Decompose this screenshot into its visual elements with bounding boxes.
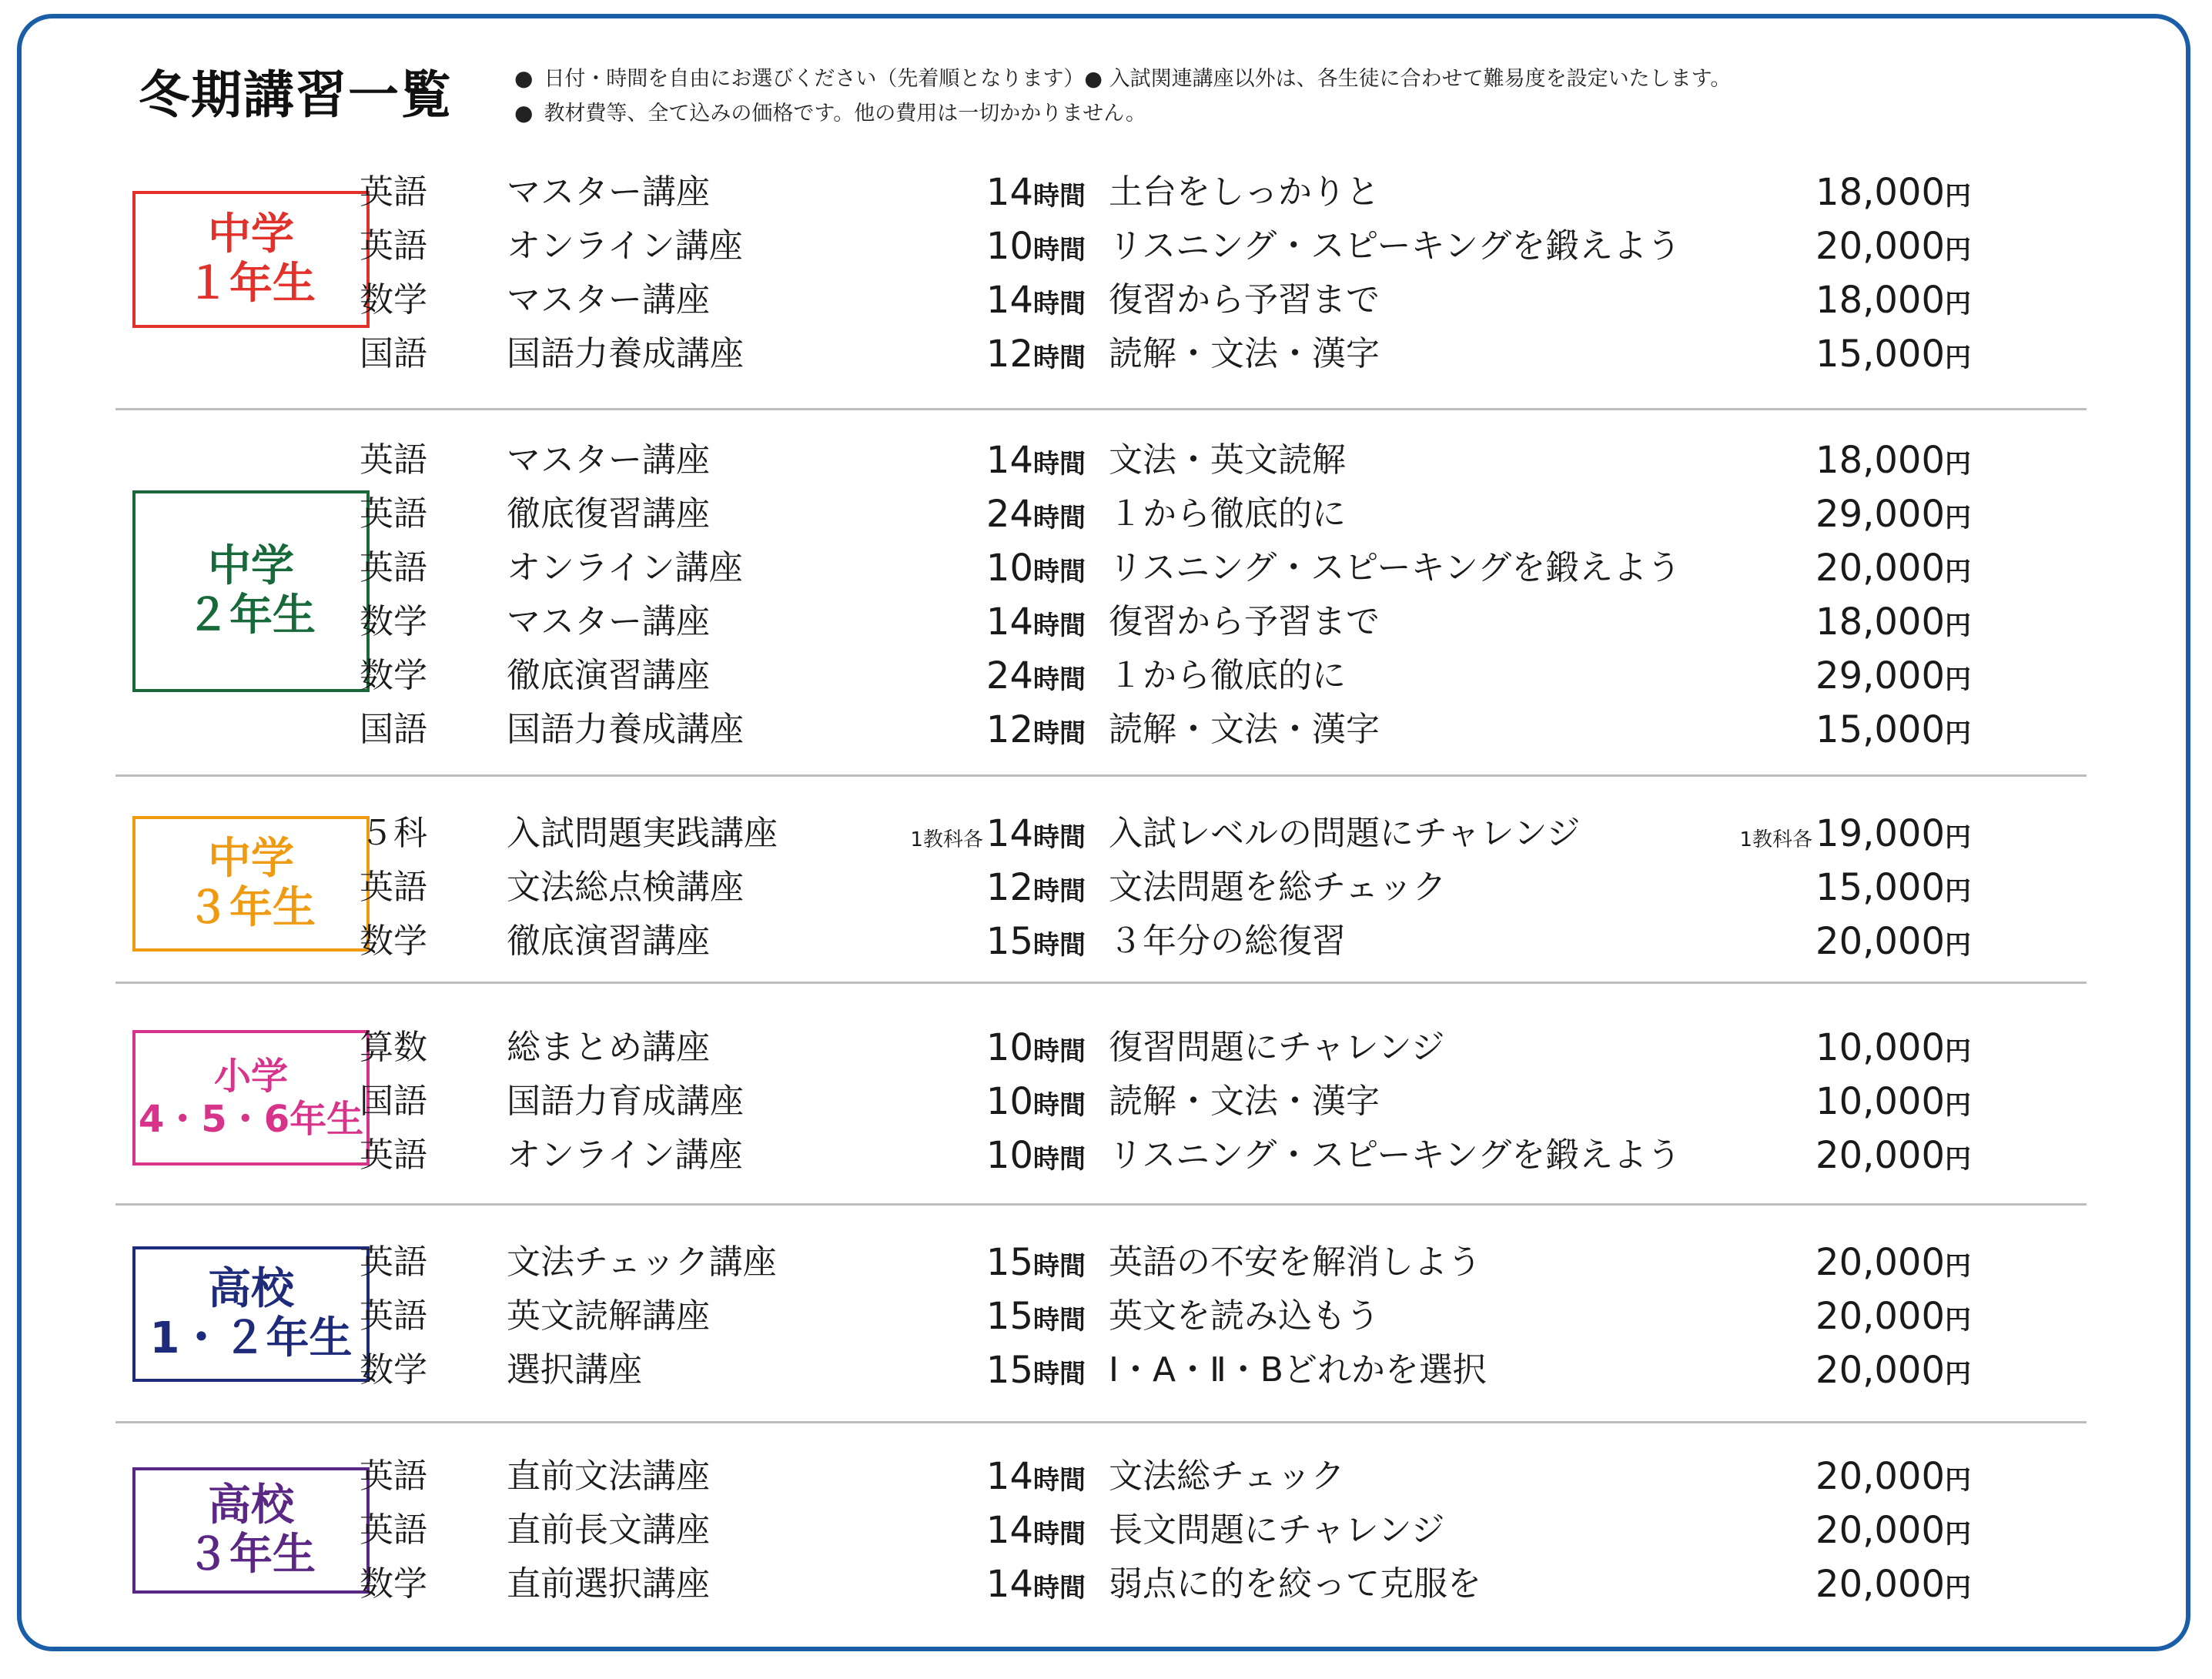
course-name: マスター講座 xyxy=(507,602,710,641)
course-description: 英文を読み込もう xyxy=(1109,1296,1380,1336)
course-hours xyxy=(832,1289,1086,1347)
price-value: 29,000 xyxy=(1815,654,1945,697)
price-value: 10,000 xyxy=(1815,1080,1945,1123)
course-description: Ⅰ・A・Ⅱ・Bどれかを選択 xyxy=(1109,1350,1487,1390)
course-name: 総まとめ講座 xyxy=(507,1028,710,1067)
course-price xyxy=(1586,915,1971,972)
price-unit: 円 xyxy=(1945,235,1971,266)
price-unit: 円 xyxy=(1945,289,1971,319)
course-description: 英語の不安を解消しよう xyxy=(1109,1243,1481,1282)
price-value: 20,000 xyxy=(1815,1509,1945,1552)
price-unit: 円 xyxy=(1945,503,1971,533)
course-description: 読解・文法・漢字 xyxy=(1109,710,1380,749)
price-unit: 円 xyxy=(1945,930,1971,961)
hours-value: 15 xyxy=(986,1241,1033,1284)
hours-value: 14 xyxy=(986,279,1033,322)
price-unit: 円 xyxy=(1945,1573,1971,1604)
course-hours xyxy=(832,1343,1086,1401)
price-unit: 円 xyxy=(1945,1305,1971,1336)
hours-unit: 時間 xyxy=(1033,181,1086,212)
hours-unit: 時間 xyxy=(1033,1144,1086,1175)
grade-level: 高校 xyxy=(208,1480,294,1530)
section-divider xyxy=(115,1421,2087,1423)
grade-year: 1・２年生 xyxy=(149,1313,353,1363)
course-name: 文法チェック講座 xyxy=(507,1243,777,1282)
course-row xyxy=(0,433,2212,487)
course-subject: 英語 xyxy=(360,1135,427,1175)
course-row xyxy=(0,1236,2212,1289)
hours-value: 10 xyxy=(986,547,1033,590)
course-description: 文法問題を総チェック xyxy=(1109,868,1447,907)
course-hours xyxy=(832,915,1086,972)
hours-value: 14 xyxy=(986,1509,1033,1552)
price-unit: 円 xyxy=(1945,1090,1971,1121)
price-unit: 円 xyxy=(1945,718,1971,749)
course-hours xyxy=(832,861,1086,918)
price-value: 19,000 xyxy=(1815,812,1945,855)
course-description: 長文問題にチャレンジ xyxy=(1109,1510,1445,1550)
course-price xyxy=(1586,327,1971,385)
course-row xyxy=(0,649,2212,703)
hours-value: 12 xyxy=(986,333,1033,376)
course-row xyxy=(0,595,2212,649)
hours-unit: 時間 xyxy=(1033,1305,1086,1336)
course-hours xyxy=(832,166,1086,223)
course-subject: 数学 xyxy=(360,1350,427,1390)
course-price xyxy=(1586,541,1971,599)
course-subject: 数学 xyxy=(360,1564,427,1604)
course-row xyxy=(0,1343,2212,1397)
course-price xyxy=(1586,1503,1971,1561)
course-name: 徹底復習講座 xyxy=(507,494,710,533)
course-description: リスニング・スピーキングを鍛えよう xyxy=(1109,548,1682,587)
price-unit: 円 xyxy=(1945,557,1971,587)
course-subject: 英語 xyxy=(360,172,427,212)
grade-year: ３年生 xyxy=(186,1530,316,1580)
course-description: 弱点に的を絞って克服を xyxy=(1109,1564,1481,1604)
note-line xyxy=(514,62,1731,96)
course-row xyxy=(0,1129,2212,1182)
grade-year: 4・5・6年生 xyxy=(138,1098,364,1141)
course-price xyxy=(1586,1557,1971,1615)
hours-value: 24 xyxy=(986,493,1033,536)
course-row xyxy=(0,1075,2212,1129)
course-row xyxy=(0,219,2212,273)
price-value: 20,000 xyxy=(1815,1241,1945,1284)
hours-value: 14 xyxy=(986,1455,1033,1498)
price-unit: 円 xyxy=(1945,181,1971,212)
course-name: 国語力養成講座 xyxy=(507,334,744,373)
price-value: 15,000 xyxy=(1815,708,1945,751)
course-name: マスター講座 xyxy=(507,172,710,212)
course-subject: 数学 xyxy=(360,280,427,319)
course-subject: 英語 xyxy=(360,494,427,533)
price-unit: 円 xyxy=(1945,1465,1971,1496)
course-subject: ５科 xyxy=(360,814,427,853)
course-description: 読解・文法・漢字 xyxy=(1109,334,1380,373)
hours-value: 14 xyxy=(986,439,1033,482)
course-name: マスター講座 xyxy=(507,440,710,480)
price-value: 20,000 xyxy=(1815,547,1945,590)
hours-value: 14 xyxy=(986,600,1033,644)
hours-value: 14 xyxy=(986,171,1033,214)
course-price xyxy=(1586,595,1971,653)
hours-prefix: 1教科各 xyxy=(910,828,983,851)
course-price xyxy=(1586,1129,1971,1186)
course-description: 復習問題にチャレンジ xyxy=(1109,1028,1445,1067)
hours-unit: 時間 xyxy=(1033,557,1086,587)
course-subject: 数学 xyxy=(360,921,427,961)
hours-value: 14 xyxy=(986,812,1033,855)
hours-unit: 時間 xyxy=(1033,1519,1086,1550)
course-row xyxy=(0,327,2212,381)
course-row xyxy=(0,487,2212,541)
course-price xyxy=(1586,1289,1971,1347)
course-price xyxy=(1586,487,1971,545)
course-name: オンライン講座 xyxy=(507,1135,743,1175)
course-price xyxy=(1586,703,1971,761)
hours-value: 15 xyxy=(986,920,1033,963)
grade-level: 中学 xyxy=(208,209,294,259)
course-hours xyxy=(832,1557,1086,1615)
hours-unit: 時間 xyxy=(1033,289,1086,319)
hours-value: 10 xyxy=(986,1026,1033,1069)
price-value: 18,000 xyxy=(1815,439,1945,482)
price-value: 10,000 xyxy=(1815,1026,1945,1069)
course-description: 入試レベルの問題にチャレンジ xyxy=(1109,814,1581,853)
section-divider xyxy=(115,1203,2087,1206)
course-name: 文法総点検講座 xyxy=(507,868,744,907)
course-name: オンライン講座 xyxy=(507,548,743,587)
course-subject: 英語 xyxy=(360,1457,427,1496)
hours-value: 10 xyxy=(986,225,1033,268)
course-hours xyxy=(832,327,1086,385)
course-name: オンライン講座 xyxy=(507,226,743,266)
course-hours xyxy=(832,595,1086,653)
course-subject: 英語 xyxy=(360,868,427,907)
course-description: 復習から予習まで xyxy=(1109,602,1380,641)
course-description: 復習から予習まで xyxy=(1109,280,1380,319)
course-price xyxy=(1586,1236,1971,1293)
course-description: 読解・文法・漢字 xyxy=(1109,1082,1380,1121)
grade-level: 高校 xyxy=(208,1264,294,1314)
price-unit: 円 xyxy=(1945,1359,1971,1390)
course-row xyxy=(0,807,2212,861)
price-value: 20,000 xyxy=(1815,1563,1945,1606)
course-hours xyxy=(832,1129,1086,1186)
course-hours xyxy=(832,807,1086,867)
hours-value: 10 xyxy=(986,1134,1033,1177)
price-value: 20,000 xyxy=(1815,1455,1945,1498)
course-description: リスニング・スピーキングを鍛えよう xyxy=(1109,226,1682,266)
course-price xyxy=(1586,1075,1971,1132)
grade-year: ３年生 xyxy=(186,883,316,933)
hours-unit: 時間 xyxy=(1033,343,1086,373)
section-divider xyxy=(115,774,2087,777)
hours-unit: 時間 xyxy=(1033,449,1086,480)
course-price xyxy=(1586,273,1971,331)
hours-unit: 時間 xyxy=(1033,1251,1086,1282)
hours-unit: 時間 xyxy=(1033,930,1086,961)
price-unit: 円 xyxy=(1945,449,1971,480)
note-text: 日付・時間を自由にお選びください（先着順となります）● 入試関連講座以外は、各生徒に合わせて難易度を設定いたします。 xyxy=(544,67,1732,91)
course-row xyxy=(0,915,2212,968)
course-row xyxy=(0,861,2212,915)
hours-unit: 時間 xyxy=(1033,664,1086,695)
course-hours xyxy=(832,703,1086,761)
price-value: 20,000 xyxy=(1815,1295,1945,1338)
price-unit: 円 xyxy=(1945,1144,1971,1175)
section-divider xyxy=(115,982,2087,984)
course-price xyxy=(1586,219,1971,277)
section-divider xyxy=(115,408,2087,410)
course-description: ３年分の総復習 xyxy=(1109,921,1346,961)
grade-year: １年生 xyxy=(186,259,316,309)
note-text: 教材費等、全て込みの価格です。他の費用は一切かかりません。 xyxy=(544,102,1146,125)
hours-unit: 時間 xyxy=(1033,1573,1086,1604)
hours-unit: 時間 xyxy=(1033,610,1086,641)
course-description: １から徹底的に xyxy=(1109,656,1346,695)
notes xyxy=(514,62,1731,131)
course-name: マスター講座 xyxy=(507,280,710,319)
course-hours xyxy=(832,1450,1086,1507)
price-unit: 円 xyxy=(1945,664,1971,695)
course-hours xyxy=(832,433,1086,491)
hours-value: 14 xyxy=(986,1563,1033,1606)
course-row xyxy=(0,1021,2212,1075)
course-row xyxy=(0,1289,2212,1343)
course-subject: 数学 xyxy=(360,602,427,641)
price-value: 18,000 xyxy=(1815,279,1945,322)
hours-value: 15 xyxy=(986,1349,1033,1392)
hours-value: 15 xyxy=(986,1295,1033,1338)
course-subject: 英語 xyxy=(360,1243,427,1282)
price-value: 18,000 xyxy=(1815,171,1945,214)
hours-value: 24 xyxy=(986,654,1033,697)
price-value: 20,000 xyxy=(1815,1134,1945,1177)
hours-unit: 時間 xyxy=(1033,235,1086,266)
price-unit: 円 xyxy=(1945,343,1971,373)
course-row xyxy=(0,703,2212,757)
course-hours xyxy=(832,1503,1086,1561)
hours-value: 12 xyxy=(986,866,1033,909)
course-price xyxy=(1586,807,1971,867)
price-value: 18,000 xyxy=(1815,600,1945,644)
course-price xyxy=(1586,1021,1971,1079)
course-subject: 算数 xyxy=(360,1028,427,1067)
course-subject: 数学 xyxy=(360,656,427,695)
course-name: 徹底演習講座 xyxy=(507,656,710,695)
grade-level: 中学 xyxy=(208,834,294,884)
course-price xyxy=(1586,166,1971,223)
course-hours xyxy=(832,487,1086,545)
hours-value: 10 xyxy=(986,1080,1033,1123)
course-hours xyxy=(832,1236,1086,1293)
course-row xyxy=(0,1450,2212,1503)
course-name: 直前長文講座 xyxy=(507,1510,710,1550)
course-price xyxy=(1586,649,1971,707)
course-name: 直前選択講座 xyxy=(507,1564,710,1604)
course-price xyxy=(1586,433,1971,491)
hours-unit: 時間 xyxy=(1033,1465,1086,1496)
course-name: 国語力養成講座 xyxy=(507,710,744,749)
course-hours xyxy=(832,219,1086,277)
price-value: 29,000 xyxy=(1815,493,1945,536)
course-name: 徹底演習講座 xyxy=(507,921,710,961)
hours-unit: 時間 xyxy=(1033,718,1086,749)
course-row xyxy=(0,1557,2212,1611)
course-subject: 英語 xyxy=(360,1296,427,1336)
course-name: 直前文法講座 xyxy=(507,1457,710,1496)
course-hours xyxy=(832,541,1086,599)
course-subject: 国語 xyxy=(360,710,427,749)
course-price xyxy=(1586,861,1971,918)
course-description: １から徹底的に xyxy=(1109,494,1346,533)
grade-level: 中学 xyxy=(208,541,294,591)
course-subject: 国語 xyxy=(360,1082,427,1121)
price-prefix: 1教科各 xyxy=(1739,828,1813,851)
bullet-icon: ● xyxy=(514,65,534,91)
price-unit: 円 xyxy=(1945,1519,1971,1550)
course-subject: 英語 xyxy=(360,440,427,480)
hours-unit: 時間 xyxy=(1033,503,1086,533)
hours-unit: 時間 xyxy=(1033,822,1086,853)
course-hours xyxy=(832,649,1086,707)
bullet-icon: ● xyxy=(514,100,534,125)
course-hours xyxy=(832,1075,1086,1132)
hours-value: 12 xyxy=(986,708,1033,751)
price-unit: 円 xyxy=(1945,1036,1971,1067)
price-unit: 円 xyxy=(1945,1251,1971,1282)
price-value: 15,000 xyxy=(1815,866,1945,909)
grade-year: ２年生 xyxy=(186,590,316,640)
course-description: 土台をしっかりと xyxy=(1109,172,1380,212)
course-name: 国語力育成講座 xyxy=(507,1082,744,1121)
price-value: 20,000 xyxy=(1815,225,1945,268)
course-row xyxy=(0,541,2212,595)
course-subject: 英語 xyxy=(360,1510,427,1550)
hours-unit: 時間 xyxy=(1033,1036,1086,1067)
course-price xyxy=(1586,1450,1971,1507)
course-price xyxy=(1586,1343,1971,1401)
course-row xyxy=(0,1503,2212,1557)
course-hours xyxy=(832,1021,1086,1079)
course-subject: 国語 xyxy=(360,334,427,373)
course-subject: 英語 xyxy=(360,226,427,266)
price-value: 20,000 xyxy=(1815,920,1945,963)
price-unit: 円 xyxy=(1945,876,1971,907)
hours-unit: 時間 xyxy=(1033,1090,1086,1121)
price-value: 20,000 xyxy=(1815,1349,1945,1392)
page-title: 冬期講習一覧 xyxy=(139,65,453,125)
course-description: 文法・英文読解 xyxy=(1109,440,1346,480)
price-unit: 円 xyxy=(1945,610,1971,641)
course-row xyxy=(0,273,2212,327)
price-unit: 円 xyxy=(1945,822,1971,853)
course-description: リスニング・スピーキングを鍛えよう xyxy=(1109,1135,1682,1175)
note-line xyxy=(514,96,1731,131)
grade-level: 小学 xyxy=(213,1055,288,1098)
price-value: 15,000 xyxy=(1815,333,1945,376)
course-name: 選択講座 xyxy=(507,1350,642,1390)
course-name: 英文読解講座 xyxy=(507,1296,710,1336)
course-name: 入試問題実践講座 xyxy=(507,814,778,853)
hours-unit: 時間 xyxy=(1033,876,1086,907)
course-row xyxy=(0,166,2212,219)
hours-unit: 時間 xyxy=(1033,1359,1086,1390)
course-hours xyxy=(832,273,1086,331)
course-description: 文法総チェック xyxy=(1109,1457,1345,1496)
course-subject: 英語 xyxy=(360,548,427,587)
